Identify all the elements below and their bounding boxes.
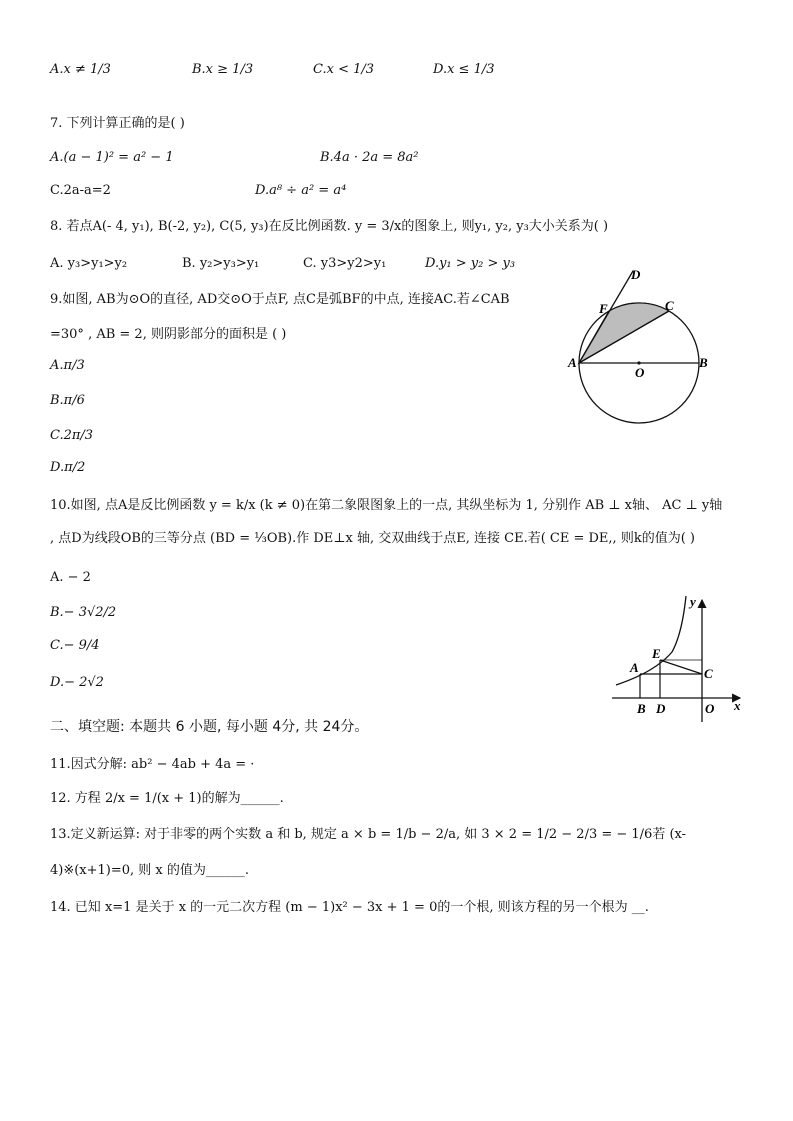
q6-option-a: A.x ≠ 1/3 bbox=[50, 62, 111, 77]
q13-line2: 4)※(x+1)=0, 则 x 的值为______. bbox=[50, 863, 250, 878]
q6-option-b: B.x ≥ 1/3 bbox=[192, 62, 254, 77]
q8-stem: 8. 若点A(- 4, y₁), B(-2, y₂), C(5, y₃)在反比例函数. y = 3/x的图象上, 则y₁, y₂, y₃大小关系为( ) bbox=[50, 219, 609, 234]
q10-hyperbola-figure bbox=[610, 592, 755, 722]
label-f: F bbox=[599, 301, 608, 316]
q12-text: 12. 方程 2/x = 1/(x + 1)的解为______. bbox=[50, 791, 284, 806]
label-y: y bbox=[690, 594, 696, 609]
q13-line1: 13.定义新运算: 对于非零的两个实数 a 和 b, 规定 a × b = 1/b − 2/a, 如 3 × 2 = 1/2 − 2/3 = − 1/6若 (x- bbox=[50, 827, 687, 842]
q9-option-b: B.π/6 bbox=[50, 393, 85, 408]
q8-option-b: B. y₂>y₃>y₁ bbox=[182, 256, 260, 271]
q10-stem-line2: , 点D为线段OB的三等分点 (BD = ⅓OB).作 DE⊥x 轴, 交双曲线于点E, 连接 CE.若( CE = DE,, 则k的值为( ) bbox=[50, 531, 695, 546]
q9-stem-line1: 9.如图, AB为⊙O的直径, AD交⊙O于点F, 点C是弧BF的中点, 连接AC.若∠CAB bbox=[50, 292, 510, 307]
label-a: A bbox=[630, 660, 639, 675]
q7-option-c: C.2a-a=2 bbox=[50, 183, 111, 198]
q9-option-d: D.π/2 bbox=[50, 460, 86, 475]
label-b: B bbox=[699, 355, 708, 370]
label-a: A bbox=[568, 355, 577, 370]
section2-heading: 二、填空题: 本题共 6 小题, 每小题 4分, 共 24分。 bbox=[50, 719, 369, 735]
q9-option-c: C.2π/3 bbox=[50, 428, 94, 443]
q10-stem-line1: 10.如图, 点A是反比例函数 y = k/x (k ≠ 0)在第二象限图象上的一点, 其纵坐标为 1, 分别作 AB ⊥ x轴、 AC ⊥ y轴 bbox=[50, 498, 723, 513]
label-c: C bbox=[704, 666, 713, 681]
label-o: O bbox=[705, 701, 715, 716]
hyperbola-curve bbox=[616, 596, 686, 685]
q7-option-a: A.(a − 1)² = a² − 1 bbox=[50, 150, 174, 165]
q9-circle-figure bbox=[565, 265, 715, 425]
label-d: D bbox=[656, 701, 666, 716]
q9-option-a: A.π/3 bbox=[50, 358, 85, 373]
label-d: D bbox=[631, 267, 641, 282]
q7-option-d: D.a⁸ ÷ a² = a⁴ bbox=[255, 183, 347, 198]
q6-option-d: D.x ≤ 1/3 bbox=[433, 62, 495, 77]
q7-option-b: B.4a · 2a = 8a² bbox=[320, 150, 419, 165]
q10-option-d: D.− 2√2 bbox=[50, 675, 104, 690]
label-b: B bbox=[637, 701, 646, 716]
q14-text: 14. 已知 x=1 是关于 x 的一元二次方程 (m − 1)x² − 3x + 1 = 0的一个根, 则该方程的另一个根为 __. bbox=[50, 900, 649, 915]
q8-option-c: C. y3>y2>y₁ bbox=[303, 256, 387, 271]
q9-stem-line2: =30° , AB = 2, 则阴影部分的面积是 ( ) bbox=[50, 327, 287, 342]
q8-option-a: A. y₃>y₁>y₂ bbox=[50, 256, 128, 271]
label-c: C bbox=[665, 298, 674, 313]
q6-option-c: C.x < 1/3 bbox=[313, 62, 375, 77]
q10-option-c: C.− 9/4 bbox=[50, 638, 100, 653]
q8-option-d: D.y₁ > y₂ > y₃ bbox=[425, 256, 516, 271]
shaded-region bbox=[579, 303, 669, 363]
q10-option-a: A. − 2 bbox=[50, 570, 91, 585]
label-o: O bbox=[635, 365, 645, 380]
q11-text: 11.因式分解: ab² − 4ab + 4a = · bbox=[50, 757, 255, 772]
label-e: E bbox=[652, 646, 661, 661]
segment-ce bbox=[660, 660, 702, 674]
q10-option-b: B.− 3√2/2 bbox=[50, 605, 117, 620]
label-x: x bbox=[734, 698, 741, 713]
q7-stem: 7. 下列计算正确的是( ) bbox=[50, 116, 185, 131]
